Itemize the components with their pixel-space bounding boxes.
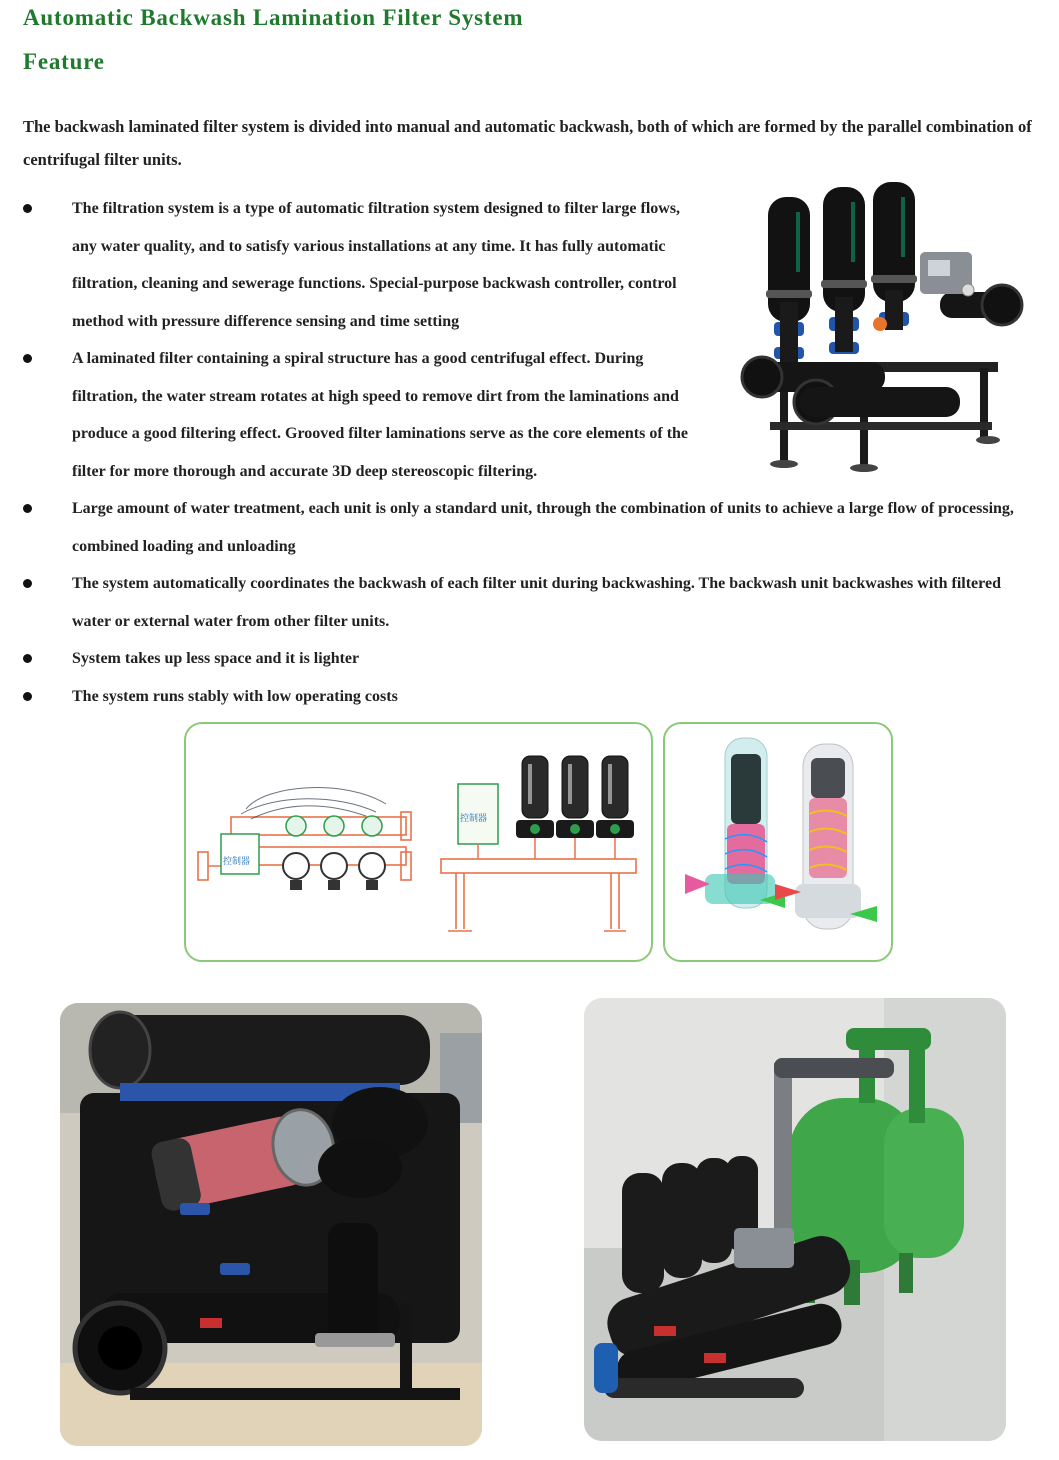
section-heading-feature: Feature [23,49,105,74]
page-title: Automatic Backwash Lamination Filter System [23,5,524,30]
controller-label-left: 控制器 [223,857,251,867]
feature-bullet-5 [23,640,1033,678]
bullet-dot [23,692,32,701]
feature-bullet-6 [23,678,1033,716]
feature-bullet-3 [23,490,1033,565]
feature-bullet-1 [23,190,703,340]
feature-bullet-text: Large amount of water treatment, each unit is only a standard unit, through the combination of units to achieve a large flow of processing, combined loading and unloading [72,500,1014,555]
filter-cutaway-panel [663,722,893,962]
bullet-dot [23,654,32,663]
feature-bullet-4 [23,565,1033,640]
product-image-filter-system [740,172,1030,472]
bullet-dot [23,204,32,213]
controller-label-right: 控制器 [460,814,488,824]
photo-filter-station-warehouse [60,1003,482,1446]
feature-bullet-2 [23,340,703,490]
bullet-dot [23,504,32,513]
feature-bullet-text: A laminated filter containing a spiral structure has a good centrifugal effect. During filtration, the water stream rotates at high speed to remove dirt from the laminations and produce a good filtering effect. Grooved filter laminations serve as the core elements of the filter for more thorough and accurate 3D deep stereoscopic filtering. [72,350,689,480]
bullet-dot [23,354,32,363]
feature-bullet-text: The filtration system is a type of automatic filtration system designed to filter large flows, any water quality, and to satisfy various installations at any time. It has fully automatic filtration, cleaning and sewerage functions. Special-purpose backwash controller, control method with pressure difference sensing and time setting [72,200,681,330]
schematic-diagram-panel [184,722,653,962]
photo-filter-system-with-tanks [584,998,1006,1441]
bullet-dot [23,579,32,588]
feature-bullet-text: System takes up less space and it is lighter [72,650,360,667]
intro-paragraph: The backwash laminated filter system is divided into manual and automatic backwash, both of which are formed by the parallel combination of centrifugal filter units. [23,117,1032,169]
feature-bullet-text: The system runs stably with low operating costs [72,688,398,705]
feature-bullet-text: The system automatically coordinates the backwash of each filter unit during backwashing. The backwash unit backwashes with filtered water or external water from other filter units. [72,575,1001,630]
